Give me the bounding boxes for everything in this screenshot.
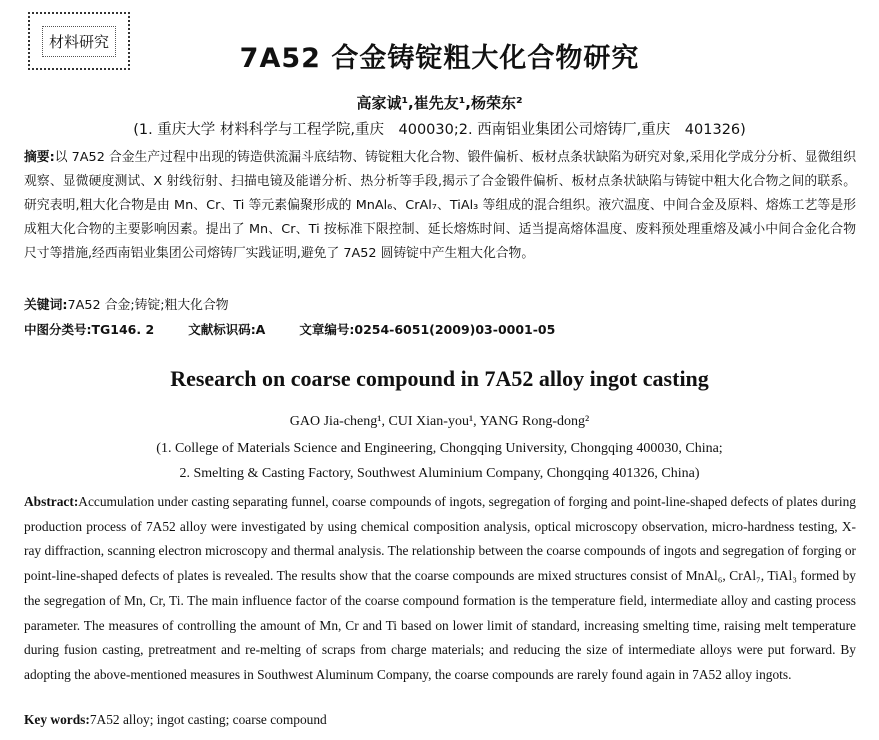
english-abstract [24, 490, 856, 688]
chinese-title: 7A52 合金铸锭粗大化合物研究 [239, 43, 640, 74]
chinese-abstract-label: 摘要: [24, 150, 55, 165]
english-affiliation-2: 2. Smelting & Casting Factory, Southwest Aluminium Company, Chongqing 401326, China) [179, 466, 700, 481]
english-title: Research on coarse compound in 7A52 alloy ingot casting [170, 366, 709, 391]
english-keywords-text: 7A52 alloy; ingot casting; coarse compound [89, 712, 327, 727]
chinese-abstract-text: 以 7A52 合金生产过程中出现的铸造供流漏斗底结物、铸锭粗大化合物、锻件偏析、板材点条状缺陷为研究对象,采用化学成分分析、显微组织观察、显微硬度测试、X 射线衍射、扫描电镜及能谱分析、热分析等手段,揭示了合金锻件偏析、板材点条状缺陷与铸锭中粗大化合物之间的联系。研究表明,粗大化合物是由 Mn、Cr、Ti 等元素偏聚形成的 MnAl₆、CrAl₇、TiAl₃ 等组成的混合组织。液穴温度、中间合金及原料、熔炼工艺等是形成粗大化合物的主要影响因素。提出了 Mn、Cr、Ti 按标准下限控制、延长熔炼时间、适当提高熔体温度、废料预处理重熔及减小中间合金化合物尺寸等措施,经西南铝业集团公司熔铸厂实践证明,避免了 7A52 圆铸锭中产生粗大化合物。 [24, 150, 856, 261]
chinese-abstract [24, 146, 856, 266]
english-keywords [24, 712, 327, 728]
english-abstract-text: Accumulation under casting separating funnel, coarse compounds of ingots, segregation of forging and point-line-shaped defects of plates during production process of 7A52 alloy were investigated by using chemical composition analysis, optical microscopy observation, micro-hardness testing, X-ray diffraction, scanning electron microscopy and thermal analysis. The relationship between the coarse compounds of ingots and segregation of forging or point-line-shaped defects of plates is revealed. The results show that the coarse compounds are mixed structures consist of MnAl₆, CrAl₇, TiAl₃ formed by the segregation of Mn, Cr, Ti. The main influence factor of the coarse compound formation is the temperature field, intermediate alloy and casting process parameter. The measures of controlling the amount of Mn, Cr and Ti based on lower limit of standard, increasing smelting time, raising melt temperature during fusion casting, pretreatment and re-melting of scraps from charge materials; and reducing the size of intermediate alloys were put forward. By adopting the above-mentioned measures in Southwest Aluminum Company, the coarse compounds are rarely found again in 7A52 alloy ingots. [24, 494, 856, 682]
section-stamp-label: 材料研究 [42, 26, 116, 57]
clc-number: 中图分类号:TG146. 2 [24, 322, 155, 337]
document-code: 文献标识码:A [188, 322, 266, 337]
english-keywords-label: Key words: [24, 712, 90, 727]
english-abstract-label: Abstract: [24, 494, 79, 509]
chinese-affiliation: (1. 重庆大学 材料科学与工程学院,重庆 400030;2. 西南铝业集团公司熔铸厂,重庆 401326) [133, 122, 746, 138]
chinese-authors: 高家诚¹,崔先友¹,杨荣东² [356, 94, 523, 112]
english-authors: GAO Jia-cheng¹, CUI Xian-you¹, YANG Rong-dong² [289, 414, 590, 429]
chinese-keywords [24, 294, 229, 313]
article-number: 文章编号:0254-6051(2009)03-0001-05 [299, 322, 556, 337]
chinese-keywords-text: 7A52 合金;铸锭;粗大化合物 [67, 298, 229, 313]
english-affiliation-1: (1. College of Materials Science and Engineering, Chongqing University, Chongqing 400030, China; [156, 441, 723, 456]
classification-line [24, 320, 589, 338]
chinese-keywords-label: 关键词: [24, 298, 68, 313]
